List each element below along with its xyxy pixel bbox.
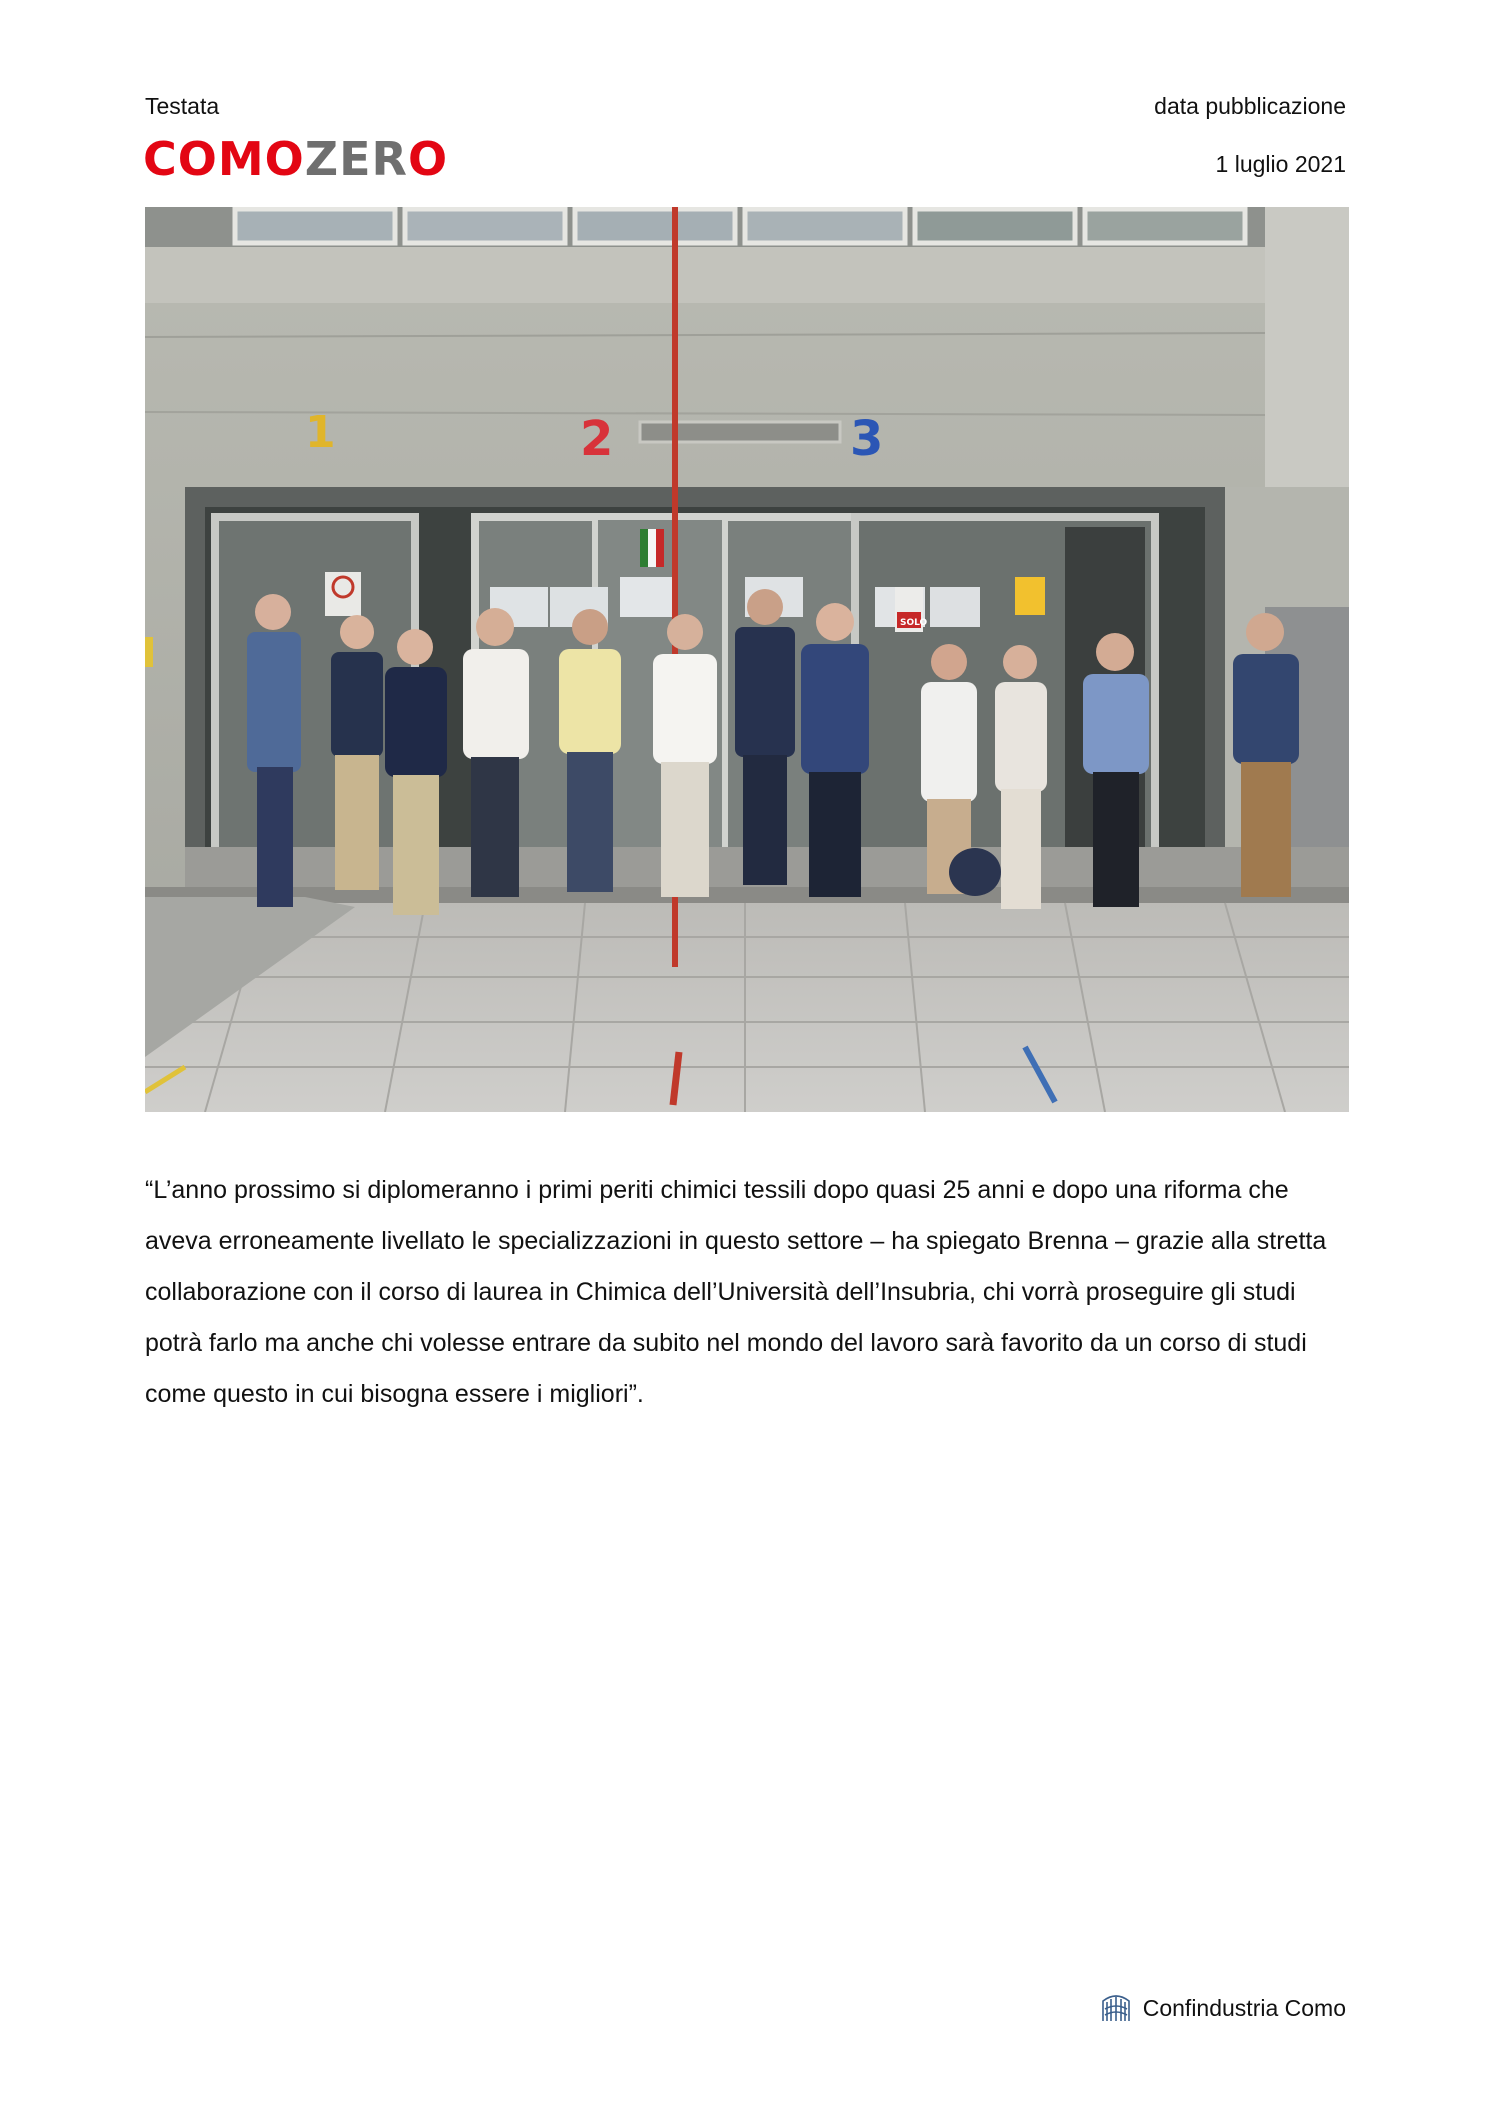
confindustria-logo-icon [1099,1991,1133,2025]
logo-part-como: COMO [143,132,305,186]
footer-attribution [1099,1990,1346,2026]
door-number-1: 1 [305,407,336,458]
article-paragraph: “L’anno prossimo si diplomeranno i primi periti chimici tessili dopo quasi 25 anni e dopo una riforma che aveva erroneamente livellato le specializzazioni in questo settore – ha spiegato Brenna – grazie alla stretta collaborazione con il corso di laurea in Chimica dell’Università dell’Insubria, chi vorrà proseguire gli studi potrà farlo ma anche chi volesse entrare da subito nel mondo del lavoro sarà favorito da un corso di studi come questo in cui bisogna essere i migliori”. [145,1176,1327,1408]
sign-text: SOLO [900,618,928,628]
testata-label: Testata [145,93,220,119]
publication-date-label: data pubblicazione [1154,93,1346,119]
logo-part-zer: ZER [304,132,408,186]
footer-org-name: Confindustria Como [1142,1994,1346,2021]
logo-part-o: O [407,132,449,186]
group-photo [145,207,1349,1112]
door-number-2: 2 [580,411,614,467]
publication-date-value: 1 luglio 2021 [1215,151,1346,177]
comozero-logo [143,134,448,184]
door-number-3: 3 [850,411,884,467]
